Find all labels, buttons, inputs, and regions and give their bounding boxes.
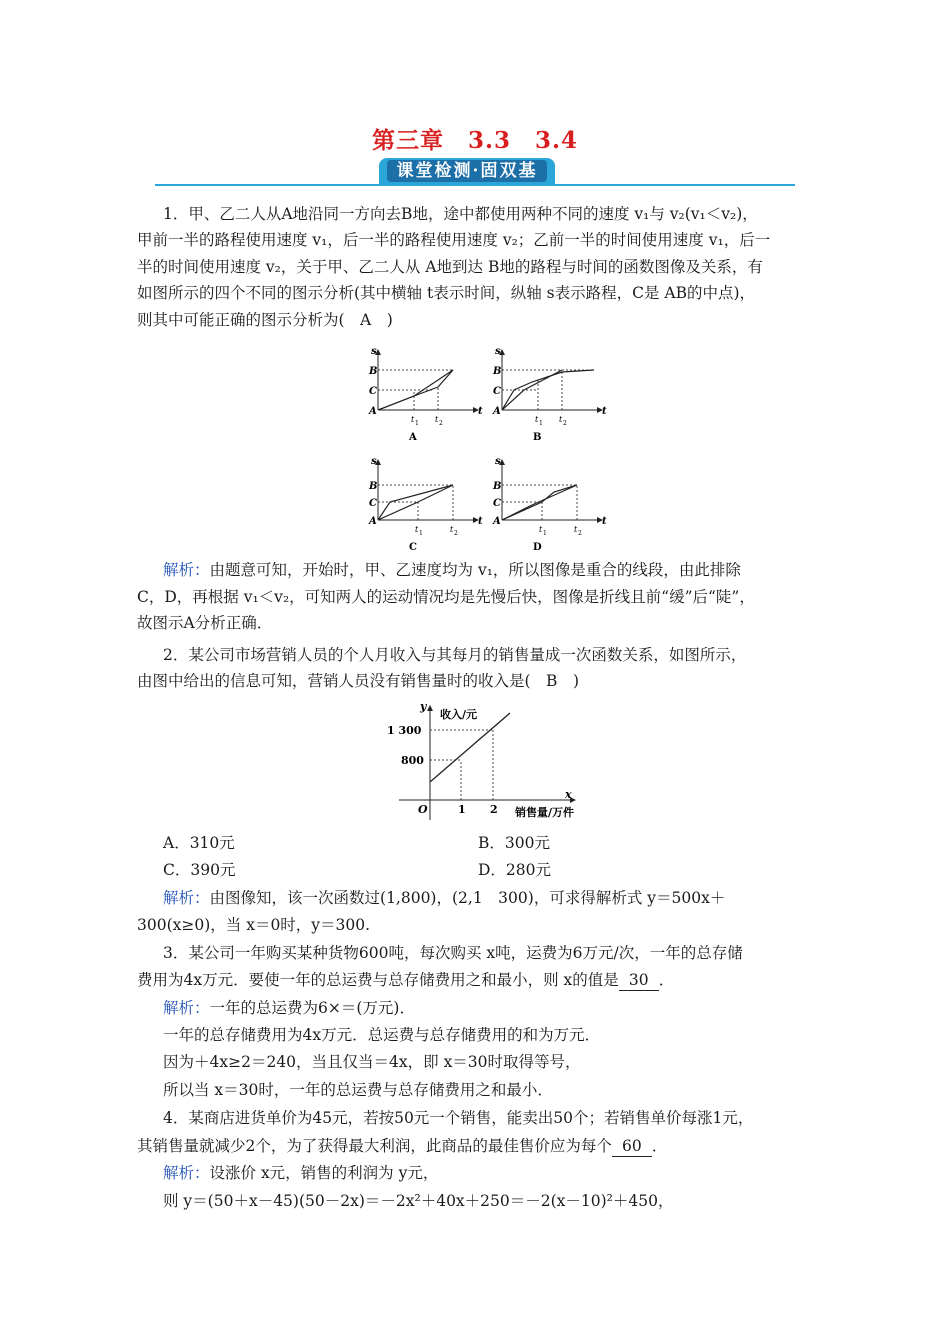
q3-answer-blank: 30 [619, 970, 659, 991]
q4-line-2 [137, 1136, 667, 1157]
graph-c-a-label: A [369, 516, 377, 527]
graph-c-caption: C [409, 542, 417, 553]
graph-d-c-label: C [493, 498, 501, 509]
graph-a-c-label: C [369, 386, 377, 397]
q1-solution-line-1 [163, 560, 741, 580]
q4-solution-text-1: 设涨价 x元，销售的利润为 y元， [209, 1164, 439, 1182]
section-banner [155, 158, 795, 188]
graph-d-t2-sub: 2 [578, 530, 582, 537]
q2-graph [385, 700, 600, 825]
q3-line-2-text: 费用为4x万元．要使一年的总运费与总存储费用之和最小，则 x的值是 [137, 971, 619, 989]
q2-line-1: 2．某公司市场营销人员的个人月收入与其每月的销售量成一次函数关系，如图所示， [163, 646, 747, 664]
q1-solution-line-3: 故图示A分析正确． [137, 614, 273, 632]
graph-b-a-label: A [493, 406, 501, 417]
q3-solution-line-3: 因为＋4x≥2＝240，当且仅当＝4x，即 x＝30时取得等号， [163, 1053, 581, 1071]
graph-b-s-label: s [495, 346, 501, 357]
graph-c-t1-label: t [415, 525, 419, 534]
graph-a-t2-sub: 2 [439, 420, 443, 427]
q1-line-1: 1．甲、乙二人从A地沿同一方向去B地，途中都使用两种不同的速度 v₁与 v₂(v₁＜v₂)， [163, 205, 758, 223]
graph-d-a-label: A [493, 516, 501, 527]
q2-y-title: 收入/元 [440, 708, 478, 721]
q1-solution-text-1: 由题意可知，开始时，甲、乙速度均为 v₁，所以图像是重合的线段，由此排除 [209, 561, 741, 579]
q2-x-tick-1: 1 [458, 803, 466, 816]
q3-line-1: 3．某公司一年购买某种货物600吨，每次购买 x吨，运费为6万元/次，一年的总存储 [163, 944, 743, 962]
graph-c-t-label: t [478, 516, 483, 527]
q1-line-2: 甲前一半的路程使用速度 v₁，后一半的路程使用速度 v₂；乙前一半的时间使用速度 v₁，后一 [137, 231, 771, 249]
section-badge-label: 课堂检测·固双基 [387, 160, 548, 182]
graph-c-t1-sub: 1 [419, 530, 423, 537]
graph-d-t-label: t [602, 516, 607, 527]
q3-solution-line-1 [163, 998, 415, 1018]
graph-c-t2-label: t [450, 525, 454, 534]
q4-solution-line-1 [163, 1163, 438, 1183]
graph-d-s-label: s [495, 456, 501, 467]
q3-line-2 [137, 970, 674, 991]
q4-line-1: 4．某商店进货单价为45元，若按50元一个销售，能卖出50个；若销售单价每涨1元， [163, 1109, 754, 1127]
banner-rule [155, 184, 795, 186]
graph-c-s-label: s [371, 456, 377, 467]
q2-option-d: D．280元 [478, 861, 552, 879]
graph-b-caption: B [533, 432, 542, 443]
graph-a-t1-sub: 1 [415, 420, 419, 427]
q1-solution-line-2: C，D，再根据 v₁＜v₂，可知两人的运动情况均是先慢后快，图像是折线且前“缓”后“陡”， [137, 588, 755, 606]
graph-c-c-label: C [369, 498, 377, 509]
section-badge [379, 158, 555, 184]
q2-y-axis-label: y [420, 700, 427, 713]
graph-d-t1-sub: 1 [543, 530, 547, 537]
q2-x-title: 销售量/万件 [515, 806, 575, 819]
q4-line-2-text: 其销售量就减少2个，为了获得最大利润，此商品的最佳售价应为每个 [137, 1137, 612, 1155]
q2-option-b: B．300元 [478, 834, 550, 852]
q4-solution-label: 解析： [163, 1164, 210, 1182]
graph-b-t1-label: t [535, 415, 539, 424]
graph-c-t2-sub: 2 [454, 530, 458, 537]
q2-solution-line-1 [163, 888, 725, 908]
q4-solution-line-2: 则 y＝(50＋x－45)(50－2x)＝－2x²＋40x＋250＝－2(x－10)²＋450， [163, 1192, 674, 1210]
graph-a-s-label: s [371, 346, 377, 357]
graph-b-t2-label: t [559, 415, 563, 424]
q2-y-tick-800: 800 [401, 754, 424, 767]
page-title: 第三章 3.3 3.4 [371, 127, 579, 154]
graph-d-t2-label: t [574, 525, 578, 534]
graph-d-t1-label: t [539, 525, 543, 534]
q2-solution-label: 解析： [163, 889, 210, 907]
graph-a-a-label: A [369, 406, 377, 417]
q1-line-4: 如图所示的四个不同的图示分析(其中横轴 t表示时间，纵轴 s表示路程，C是 AB的中点)， [137, 284, 756, 302]
graph-d [492, 456, 607, 553]
q3-solution-line-4: 所以当 x＝30时，一年的总运费与总存储费用之和最小． [163, 1081, 553, 1099]
q2-option-c: C．390元 [163, 861, 236, 879]
q2-origin-label: O [418, 803, 428, 816]
graph-b [492, 346, 607, 443]
q3-solution-line-2: 一年的总存储费用为4x万元．总运费与总存储费用的和为万元． [163, 1026, 601, 1044]
q3-solution-label: 解析： [163, 999, 210, 1017]
q1-solution-label: 解析： [163, 561, 210, 579]
q2-solution-text-1: 由图像知，该一次函数过(1,800)，(2,1 300)，可求得解析式 y＝500x＋ [209, 889, 726, 907]
q1-line-5: 则其中可能正确的图示分析为( A ) [137, 311, 393, 329]
graph-b-t2-sub: 2 [563, 420, 567, 427]
q1-line-3: 半的时间使用速度 v₂，关于甲、乙二人从 A地到达 B地的路程与时间的函数图像及关系，有 [137, 258, 763, 276]
q2-y-tick-1300: 1 300 [387, 724, 422, 737]
graph-a-caption: A [409, 432, 417, 443]
graph-a-t1-label: t [411, 415, 415, 424]
q4-line-2-end: ． [651, 1137, 668, 1155]
graph-b-b-label: B [493, 366, 502, 377]
q2-option-a: A．310元 [163, 834, 235, 852]
graph-d-caption: D [533, 542, 542, 553]
graph-a-b-label: B [369, 366, 378, 377]
graph-b-t-label: t [602, 406, 607, 417]
q2-x-axis-label: x [565, 788, 572, 801]
graph-a [368, 346, 483, 443]
q1-graphs [360, 340, 620, 555]
graph-a-t2-label: t [435, 415, 439, 424]
graph-b-t1-sub: 1 [539, 420, 543, 427]
q2-x-tick-2: 2 [490, 803, 498, 816]
graph-c-b-label: B [369, 481, 378, 492]
graph-d-b-label: B [493, 481, 502, 492]
q2-line-2: 由图中给出的信息可知，营销人员没有销售量时的收入是( B ) [137, 672, 579, 690]
graph-b-c-label: C [493, 386, 501, 397]
q2-solution-line-2: 300(x≥0)，当 x＝0时，y＝300. [137, 916, 371, 934]
q3-solution-text-1: 一年的总运费为6×＝(万元)． [209, 999, 415, 1017]
q4-answer-blank: 60 [612, 1136, 652, 1157]
q3-line-2-end: ． [658, 971, 675, 989]
graph-c [368, 456, 483, 553]
graph-a-t-label: t [478, 406, 483, 417]
